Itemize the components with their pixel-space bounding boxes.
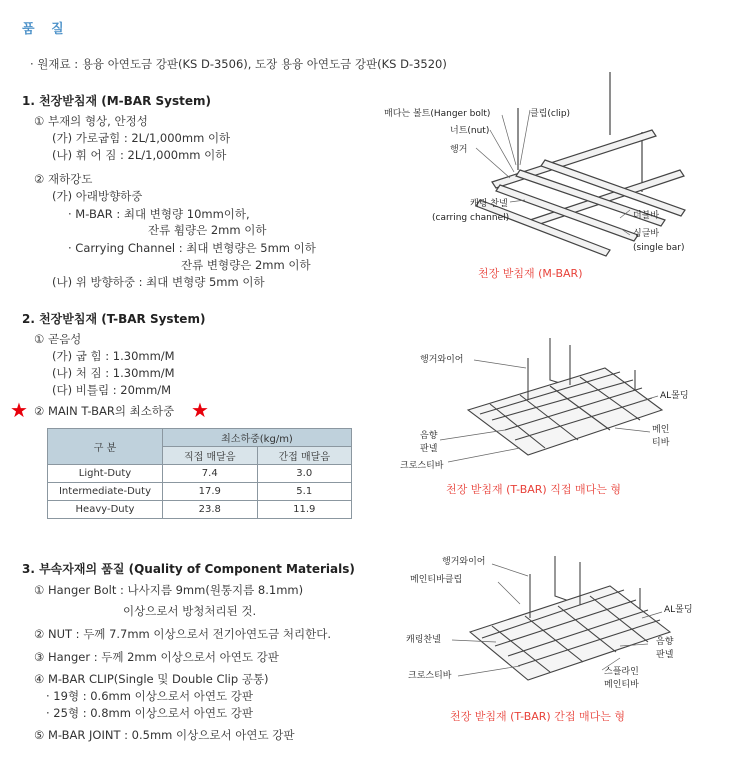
fig3-label: 판넬 (656, 650, 674, 660)
min-load-table (47, 428, 352, 519)
fig1-label: 더블바 (633, 211, 660, 221)
fig3-label: AL몰딩 (664, 605, 693, 615)
s3-line: 이상으로서 방청처리된 것. (123, 604, 257, 618)
fig1-caption: 천장 받침재 (M-BAR) (478, 267, 583, 280)
fig3-label: 음향 (656, 637, 674, 647)
s1-line: (나) 휘 어 짐 : 2L/1,000mm 이하 (52, 148, 227, 162)
fig1-label: 캐링 찬넬 (470, 199, 508, 209)
s1-line: (나) 위 방향하중 : 최대 변형량 5mm 이하 (52, 275, 265, 289)
table-cell: 11.9 (257, 501, 352, 519)
s1-line: (가) 가로굽힘 : 2L/1,000mm 이하 (52, 131, 231, 145)
fig1-label: 클립(clip) (530, 109, 571, 119)
section-1-heading: 1. 천장받침재 (M-BAR System) (22, 94, 211, 108)
table-row (48, 465, 352, 483)
fig3-label: 크로스티바 (408, 671, 452, 681)
fig1-label: 매다는 볼트(Hanger bolt) (384, 109, 491, 119)
table-cell: 5.1 (257, 483, 352, 501)
fig3-label: 메인티바 (604, 680, 639, 690)
table-cell: Intermediate-Duty (48, 483, 163, 501)
t-bar-indirect-diagram (380, 550, 710, 700)
table-head-load: 최소하중(kg/m) (163, 429, 352, 447)
fig1-label: 행거 (450, 145, 468, 155)
fig3-label: 스플라인 (604, 667, 639, 677)
s1-line: (가) 아래방향하중 (52, 189, 143, 203)
s3-line: · 19형 : 0.6mm 이상으로서 아연도 강판 (46, 689, 253, 703)
table-cell: 7.4 (163, 465, 258, 483)
table-row (48, 501, 352, 519)
s2-line: ① 곧음성 (34, 332, 82, 346)
fig2-label: 티바 (652, 438, 670, 448)
table-cell: Heavy-Duty (48, 501, 163, 519)
fig2-label: AL몰딩 (660, 391, 689, 401)
fig1-label: (carring channel) (432, 213, 510, 223)
fig3-caption: 천장 받침재 (T-BAR) 간접 매다는 형 (450, 710, 625, 723)
s1-line: 잔류 변형량은 2mm 이하 (181, 258, 311, 272)
s3-line: ③ Hanger : 두께 2mm 이상으로서 아연도 강판 (34, 650, 279, 664)
star-icon: ★ (191, 398, 209, 422)
fig2-caption: 천장 받침재 (T-BAR) 직접 매다는 형 (446, 483, 621, 496)
table-cell: 17.9 (163, 483, 258, 501)
table-cell: 23.8 (163, 501, 258, 519)
s1-line: · M-BAR : 최대 변형량 10mm이하, (68, 207, 250, 221)
s2-line: (나) 처 짐 : 1.30mm/M (52, 366, 175, 380)
s3-line: · 25형 : 0.8mm 이상으로서 아연도 강판 (46, 706, 253, 720)
fig2-label: 크로스티바 (400, 461, 444, 470)
s2-line: ② MAIN T-BAR의 최소하중 (34, 404, 175, 418)
section-2-heading: 2. 천장받침재 (T-BAR System) (22, 312, 206, 326)
table-row (48, 483, 352, 501)
s1-line: ② 재하강도 (34, 172, 93, 186)
table-head-indirect: 간접 매달음 (257, 447, 352, 465)
fig2-label: 메인 (652, 425, 670, 435)
fig3-label: 캐링찬넬 (406, 635, 441, 645)
m-bar-diagram (380, 60, 710, 290)
table-cell: Light-Duty (48, 465, 163, 483)
page-title: 품 질 (22, 22, 70, 37)
s2-line: (다) 비틀림 : 20mm/M (52, 383, 172, 397)
t-bar-direct-diagram (380, 330, 710, 470)
s3-line: ④ M-BAR CLIP(Single 및 Double Clip 공통) (34, 672, 269, 686)
s3-line: ⑤ M-BAR JOINT : 0.5mm 이상으로서 아연도 강판 (34, 728, 295, 742)
fig3-label: 메인티바클립 (410, 575, 463, 585)
s3-line: ① Hanger Bolt : 나사지름 9mm(원통지름 8.1mm) (34, 583, 304, 597)
s2-line: (가) 굽 힘 : 1.30mm/M (52, 349, 175, 363)
s3-line: ② NUT : 두께 7.7mm 이상으로서 전기아연도금 처리한다. (34, 627, 332, 641)
table-head-direct: 직접 매달음 (163, 447, 258, 465)
fig1-label: (single bar) (633, 243, 685, 253)
fig1-label: 너트(nut) (450, 126, 490, 136)
fig1-label: 싱글바 (633, 229, 660, 239)
star-icon: ★ (10, 398, 28, 422)
s1-line: 잔류 휨량은 2mm 이하 (148, 223, 267, 237)
material-line: · 원재료 : 용융 아연도금 강판(KS D-3506), 도장 용융 아연도금 강판(KS D-3520) (30, 57, 447, 71)
s1-line: · Carrying Channel : 최대 변형량은 5mm 이하 (68, 241, 316, 255)
table-head-category: 구 분 (48, 429, 163, 465)
s1-line: ① 부재의 형상, 안정성 (34, 114, 148, 128)
fig2-label: 음향 (420, 431, 438, 441)
section-3-heading: 3. 부속자재의 품질 (Quality of Component Materials) (22, 562, 355, 576)
fig2-label: 행거와이어 (420, 355, 464, 365)
fig2-label: 판넬 (420, 444, 438, 454)
table-cell: 3.0 (257, 465, 352, 483)
fig3-label: 행거와이어 (442, 557, 486, 567)
